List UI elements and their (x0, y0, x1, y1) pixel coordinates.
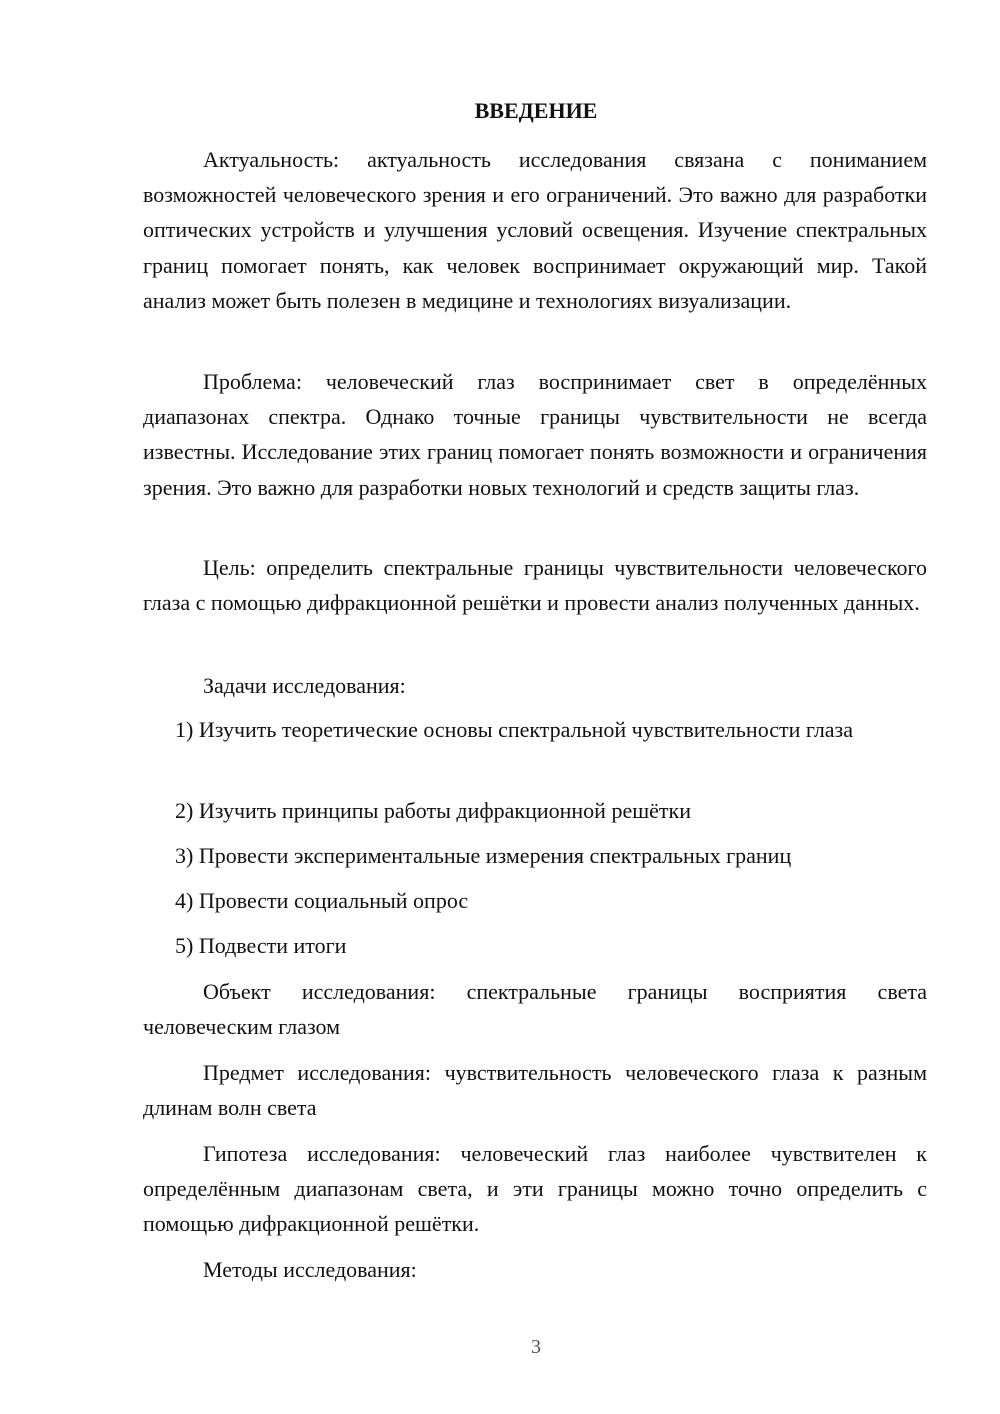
page-title: ВВЕДЕНИЕ (474, 98, 598, 123)
tasks-heading: Задачи исследования: (203, 673, 406, 698)
paragraph-subject: Предмет исследования: чувствительность человеческого глаза к разным длинам волн света (143, 1060, 927, 1121)
methods-heading: Методы исследования: (203, 1257, 417, 1282)
task-item-3: 3) Провести экспериментальные измерения спектральных границ (175, 843, 792, 868)
paragraph-relevance: Актуальность: актуальность исследования связана с пониманием возможностей человеческого зрения и его ограничений. Это важно для разработки оптических устройств и улучшения условий освещения. Изучение спектральных границ помогает понять, как человек воспринимает окружающий мир. Такой анализ может быть полезен в медицине и технологиях визуализации. (143, 147, 927, 313)
task-item-5: 5) Подвести итоги (175, 933, 347, 958)
task-item-2: 2) Изучить принципы работы дифракционной решётки (175, 798, 692, 823)
task-item-4: 4) Провести социальный опрос (175, 888, 469, 913)
paragraph-goal: Цель: определить спектральные границы чувствительности человеческого глаза с помощью дифракционной решётки и провести анализ полученных данных. (143, 555, 927, 616)
task-item-1: 1) Изучить теоретические основы спектральной чувствительности глаза (175, 717, 854, 742)
paragraph-problem: Проблема: человеческий глаз воспринимает свет в определённых диапазонах спектра. Однако точные границы чувствительности не всегда известны. Исследование этих границ помогает понять возможности и ограничения зрения. Это важно для разработки новых технологий и средств защиты глаз. (143, 369, 927, 500)
paragraph-hypothesis: Гипотеза исследования: человеческий глаз наиболее чувствителен к определённым диапазонам света, и эти границы можно точно определить с помощью дифракционной решётки. (143, 1141, 927, 1237)
page-number: 3 (531, 1336, 541, 1358)
paragraph-object: Объект исследования: спектральные границы восприятия света человеческим глазом (143, 979, 927, 1040)
